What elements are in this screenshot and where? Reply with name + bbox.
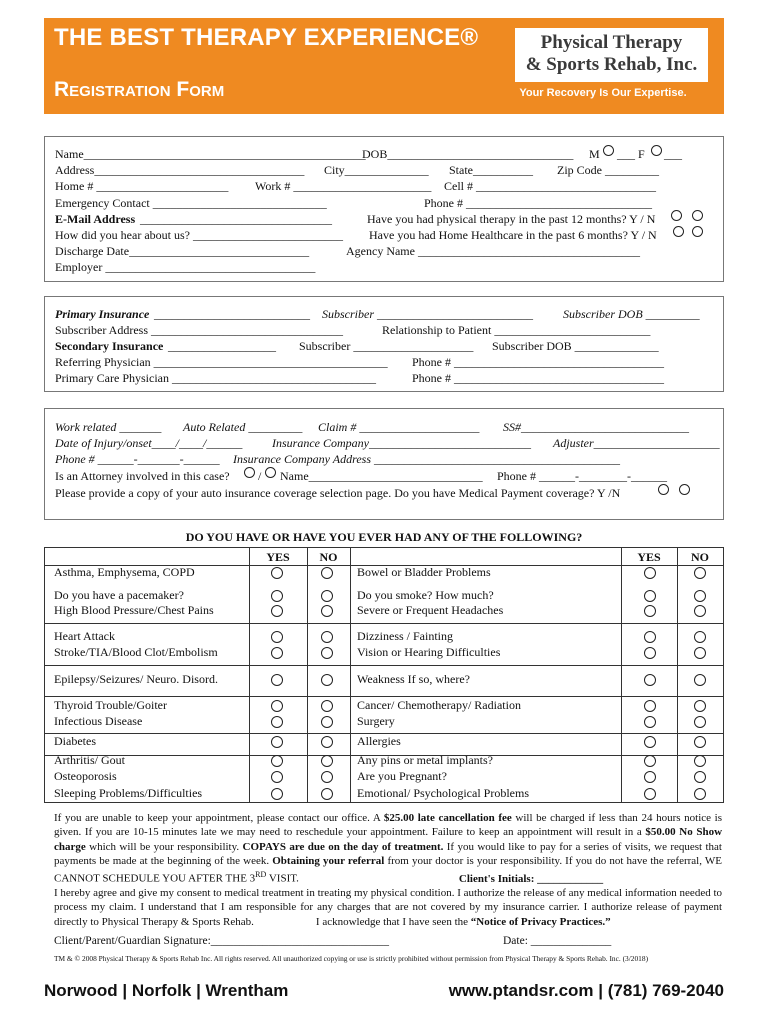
address-field[interactable]: Address___________________________________ [55,163,305,177]
history-item-right: Weakness If so, where? [357,672,470,686]
pcp-phone-field[interactable]: Phone # ___________________________________ [412,371,664,385]
left-no-radio[interactable] [321,700,333,712]
logo-line-1: Physical Therapy [540,32,683,53]
female-radio[interactable] [651,145,662,156]
history-item-right: Allergies [357,734,401,748]
notice-text: will be charged if less than 24 hours notice is given. If you are 10-15 minutes late we may need to reschedule your appointment. Failure to keep an appointment will result in a [54,812,722,839]
notice-text: If you are unable to keep your appointment, please contact our office. A [54,812,384,824]
zip-field[interactable]: Zip Code _________ [557,163,659,177]
name-field[interactable]: Name_______________________________________________ [55,147,366,161]
left-no-radio[interactable] [321,647,333,659]
home-health-yes-radio[interactable] [673,226,684,237]
primary-insurance-field[interactable]: __________________________ [154,307,310,321]
notice-text: from your doctor is your responsibility. If you do not have the referral, WE CANNOT SCHEDULE YOU AFTER THE 3 [54,854,723,885]
claim-field[interactable]: Claim # ____________________ [318,420,480,434]
history-item-right: Vision or Hearing Difficulties [357,645,501,659]
form-title: THE BEST THERAPY EXPERIENCE® [54,24,479,51]
male-radio[interactable] [603,145,614,156]
home-phone-field[interactable]: Home # ______________________ [55,179,229,193]
history-item-right: Dizziness / Fainting [357,629,453,643]
left-no-radio[interactable] [321,771,333,783]
emergency-contact-field[interactable]: Emergency Contact _____________________________ [55,196,327,210]
notice-text: VISIT. [266,872,299,885]
right-no-radio[interactable] [694,605,706,617]
left-yes-radio[interactable] [271,736,283,748]
right-yes-radio[interactable] [644,755,656,767]
left-no-radio[interactable] [321,788,333,800]
email-field[interactable]: ________________________________ [140,212,332,226]
cell-phone-field[interactable]: Cell # ______________________________ [444,179,656,193]
copyright-notice: TM & © 2008 Physical Therapy & Sports Rehab Inc. All rights reserved. All unauthorized copying or use is strictly prohibited without permission from Physical Therapy & Sports Rehab. Inc. (3/2018) [54,954,649,963]
subscriber-field[interactable]: Subscriber __________________________ [322,307,533,321]
history-item-right: Any pins or metal implants? [357,753,493,767]
primary-care-physician-field[interactable]: Primary Care Physician __________________________________ [55,371,376,385]
notice-text: which will be your responsibility. [85,840,243,853]
attorney-slash: / [258,469,262,483]
history-item-left: Diabetes [54,734,96,748]
attorney-question: Is an Attorney involved in this case? [55,469,230,483]
notice-text: If you would like to pay for a series of visits, we request that payments be made at the beginning of the week. [54,840,722,867]
footer-contact[interactable]: www.ptandsr.com | (781) 769-2040 [448,981,724,1000]
right-no-radio[interactable] [694,700,706,712]
history-item-right: Emotional/ Psychological Problems [357,786,529,800]
right-yes-radio[interactable] [644,674,656,686]
secondary-insurance-field[interactable]: __________________ [168,339,276,353]
left-yes-radio[interactable] [271,631,283,643]
left-yes-radio[interactable] [271,647,283,659]
auto-insurance-copy-request: Please provide a copy of your auto insurance coverage selection page. Do you have Medical Payment coverage? Y /N [55,486,621,500]
subscriber-dob-2-field[interactable]: Subscriber DOB ______________ [492,339,659,353]
right-no-radio[interactable] [694,647,706,659]
history-item-right: Do you smoke? How much? [357,588,494,602]
adjuster-field[interactable]: Adjuster_____________________ [553,436,720,450]
left-yes-radio[interactable] [271,755,283,767]
tagline: Your Recovery Is Our Expertise. [519,87,687,99]
privacy-ack-text: I acknowledge that I have seen the [315,915,471,928]
female-tail: ___ [664,147,682,161]
left-no-radio[interactable] [321,590,333,602]
left-yes-radio[interactable] [271,674,283,686]
medpay-yes-radio[interactable] [658,484,669,495]
insurance-company-address-field[interactable]: Insurance Company Address _________________________________________ [233,452,620,466]
history-item-left: Thyroid Trouble/Goiter [54,698,167,712]
left-no-radio[interactable] [321,755,333,767]
left-no-radio[interactable] [321,716,333,728]
ss-field[interactable]: SS#____________________________ [503,420,689,434]
right-no-radio[interactable] [694,788,706,800]
attorney-phone-field[interactable]: Phone # ______-________-______ [497,469,667,483]
relationship-field[interactable]: Relationship to Patient __________________________ [382,323,651,337]
right-yes-radio[interactable] [644,700,656,712]
history-item-left: Osteoporosis [54,769,117,783]
left-yes-radio[interactable] [271,788,283,800]
left-no-radio[interactable] [321,605,333,617]
attorney-yes-radio[interactable] [244,467,255,478]
employer-field[interactable]: Employer ___________________________________ [55,260,316,274]
right-yes-radio[interactable] [644,567,656,579]
policy-notice [54,811,722,929]
right-no-radio[interactable] [694,736,706,748]
history-item-left: Arthritis/ Gout [54,753,125,767]
right-yes-radio[interactable] [644,771,656,783]
emergency-phone-field[interactable]: Phone # _______________________________ [424,196,652,210]
history-item-right: Cancer/ Chemotherapy/ Radiation [357,698,521,712]
insurance-company-field[interactable]: Insurance Company___________________________ [272,436,531,450]
privacy-practices-title: “Notice of Privacy Practices.” [470,915,611,928]
late-cancellation-fee: $25.00 late cancellation fee [383,812,512,824]
left-yes-radio[interactable] [271,567,283,579]
right-yes-radio[interactable] [644,647,656,659]
history-item-right: Severe or Frequent Headaches [357,603,504,617]
footer-locations: Norwood | Norfolk | Wrentham [44,981,289,1000]
form-subtitle: Registration Form [54,78,225,101]
pt-yes-radio[interactable] [671,210,682,221]
right-yes-radio[interactable] [644,605,656,617]
dob-field[interactable]: DOB_______________________________ [362,147,574,161]
city-field[interactable]: City______________ [324,163,429,177]
work-phone-field[interactable]: Work # _______________________ [255,179,432,193]
date-field[interactable]: Date: ______________ [503,935,612,947]
auto-related-field[interactable]: Auto Related _________ [183,420,303,434]
no-show-charge: $50.00 No Show charge [54,826,723,853]
female-label: ___ F [617,147,645,161]
date-of-injury-field[interactable]: Date of Injury/onset____/____/______ [55,436,243,450]
right-yes-radio[interactable] [644,736,656,748]
right-no-radio[interactable] [694,716,706,728]
referral-notice: Obtaining your referral [272,854,385,867]
right-yes-radio[interactable] [644,716,656,728]
right-no-radio[interactable] [694,771,706,783]
history-item-left: Asthma, Emphysema, COPD [54,565,195,579]
left-yes-radio[interactable] [271,590,283,602]
email-label: E-Mail Address [55,212,136,226]
right-no-radio[interactable] [694,631,706,643]
subscriber-2-field[interactable]: Subscriber ____________________ [299,339,474,353]
left-no-radio[interactable] [321,736,333,748]
injury-phone-field[interactable]: Phone # ______-_______-______ [55,452,220,466]
right-no-radio[interactable] [694,674,706,686]
attorney-name-field[interactable]: Name_____________________________ [280,469,483,483]
no-header-left: NO [319,550,338,564]
referring-phone-field[interactable]: Phone # ___________________________________ [412,355,664,369]
history-item-left: High Blood Pressure/Chest Pains [54,603,214,617]
pt-past-12-months-question: Have you had physical therapy in the past 12 months? Y / N [367,212,656,226]
secondary-insurance-label: Secondary Insurance [55,339,164,353]
rd-superscript: RD [255,870,267,880]
subscriber-address-field[interactable]: Subscriber Address ________________________________ [55,323,343,337]
right-yes-radio[interactable] [644,590,656,602]
right-yes-radio[interactable] [644,788,656,800]
left-no-radio[interactable] [321,631,333,643]
right-no-radio[interactable] [694,590,706,602]
right-no-radio[interactable] [694,755,706,767]
left-yes-radio[interactable] [271,700,283,712]
home-healthcare-question: Have you had Home Healthcare in the past 6 months? Y / N [369,228,657,242]
discharge-date-field[interactable]: Discharge Date______________________________ [55,244,310,258]
logo-line-2: & Sports Rehab, Inc. [525,54,698,75]
home-health-no-radio[interactable] [692,226,703,237]
medpay-no-radio[interactable] [679,484,690,495]
history-item-right: Surgery [357,714,395,728]
copay-notice: COPAYS are due on the day of treatment. [242,840,444,853]
agency-name-field[interactable]: Agency Name _____________________________________ [346,244,640,258]
history-item-left: Heart Attack [54,629,115,643]
history-item-right: Are you Pregnant? [357,769,447,783]
pt-no-radio[interactable] [692,210,703,221]
right-no-radio[interactable] [694,567,706,579]
primary-insurance-label: Primary Insurance [55,307,150,321]
left-yes-radio[interactable] [271,605,283,617]
yes-header-left: YES [266,550,290,564]
left-yes-radio[interactable] [271,716,283,728]
history-item-left: Infectious Disease [54,714,143,728]
history-item-left: Stroke/TIA/Blood Clot/Embolism [54,645,218,659]
history-item-left: Sleeping Problems/Difficulties [54,786,203,800]
subscriber-dob-field[interactable]: Subscriber DOB _________ [563,307,700,321]
history-item-left: Epilepsy/Seizures/ Neuro. Disord. [54,672,218,686]
left-no-radio[interactable] [321,674,333,686]
attorney-no-radio[interactable] [265,467,276,478]
no-header-right: NO [691,550,709,564]
history-item-right: Bowel or Bladder Problems [357,565,491,579]
state-field[interactable]: State__________ [449,163,533,177]
signature-field[interactable]: Client/Parent/Guardian Signature:_______________________________ [54,935,390,947]
referral-source-field[interactable]: How did you hear about us? _________________________ [55,228,343,242]
right-yes-radio[interactable] [644,631,656,643]
work-related-field[interactable]: Work related _______ [55,420,162,434]
client-initials-field[interactable]: Client's Initials: ____________ [458,872,604,885]
left-yes-radio[interactable] [271,771,283,783]
left-no-radio[interactable] [321,567,333,579]
referring-physician-field[interactable]: Referring Physician _______________________________________ [55,355,388,369]
consent-text: I hereby agree and give my consent to medical treatment in treating my physical condition. I authorize the release of any medical information needed to process my claim. I understand that I am responsible for any charges that are not covered by my insurance carrier. I authorize release of payment directly to Physical Therapy & Sports Rehab. [54,887,723,928]
history-heading: DO YOU HAVE OR HAVE YOU EVER HAD ANY OF THE FOLLOWING? [185,530,583,544]
yes-header-right: YES [637,550,661,564]
male-label: M [589,147,600,161]
history-item-left: Do you have a pacemaker? [54,588,184,602]
